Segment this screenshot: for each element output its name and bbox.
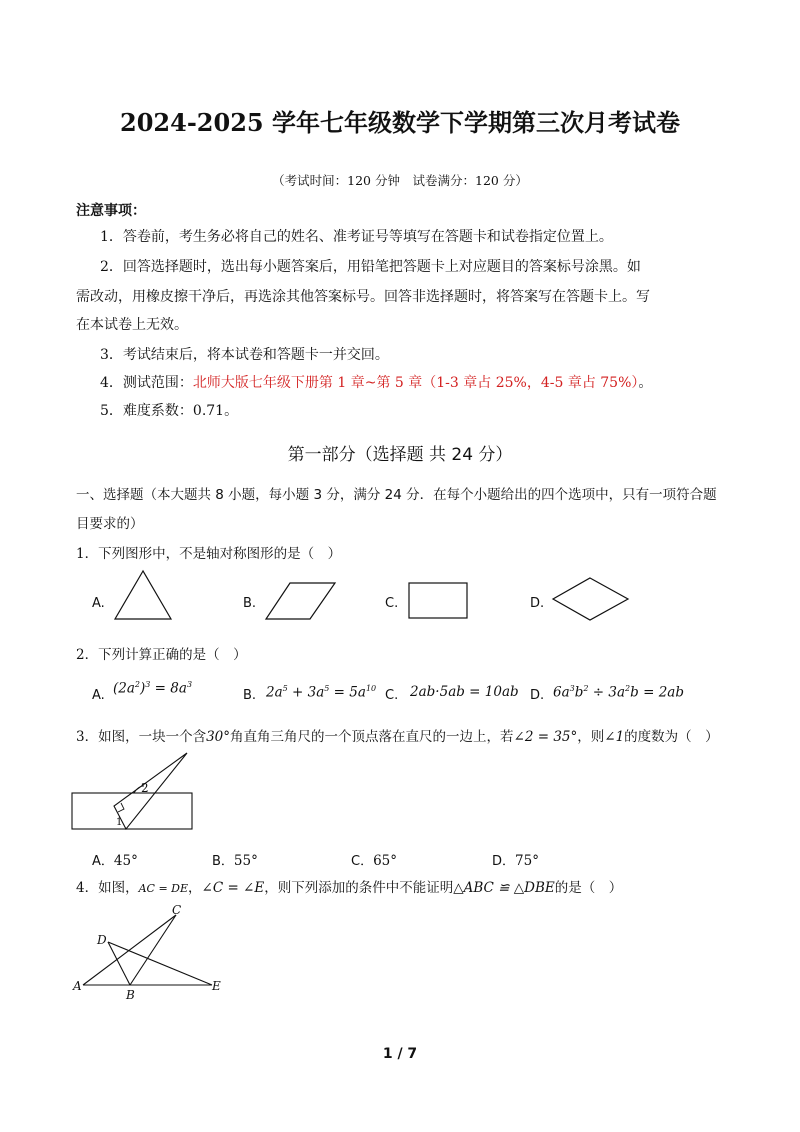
- q4-condition-2: ∠C = ∠E: [201, 880, 265, 896]
- notice-item-2-line-1: 2．回答选择题时，选出每小题答案后，用铅笔把答题卡上对应题目的答案标号涂黑。如: [100, 259, 641, 275]
- q3-stem-part-4: 的度数为（ ）: [624, 729, 719, 745]
- q3-option-b-value: 55°: [233, 853, 258, 869]
- q2-option-c-label: C.: [385, 688, 399, 703]
- q3-stem-part-2: 角直角三角尺的一个顶点落在直尺的一边上，若: [230, 729, 514, 745]
- q2-stem: 2．下列计算正确的是（ ）: [76, 647, 247, 663]
- q3-stem-part-1: 3．如图，一块一个含: [76, 729, 207, 745]
- q3-option-a-label: A．: [92, 854, 114, 869]
- part1-instruction-line-1: 一、选择题（本大题共 8 小题，每小题 3 分，满分 24 分．在每个小题给出的四个选项中，只有一项符合题: [76, 487, 717, 503]
- q2-option-b-label: B.: [243, 688, 257, 703]
- q4-segment-bc: [130, 915, 176, 985]
- q3-option-d-value: 75°: [515, 853, 539, 869]
- q3-target-angle: ∠1: [604, 729, 625, 745]
- q3-given-angle: ∠2 = 35°: [513, 729, 578, 745]
- q4-point-a: A: [73, 979, 82, 993]
- q4-separator: ，: [188, 880, 202, 896]
- page-number: 1 / 7: [382, 1046, 418, 1062]
- notice-item-4-prefix: 4．测试范围：: [100, 375, 193, 391]
- exam-title: 2024-2025 学年七年级数学下学期第三次月考试卷: [120, 108, 680, 137]
- notice-item-4-suffix: 。: [638, 375, 653, 391]
- q1-stem: 1．下列图形中，不是轴对称图形的是（ ）: [76, 546, 342, 562]
- q2-option-a-expr: $(2a^2)^3 = 8a^3$: [113, 680, 193, 697]
- notice-item-2-line-3: 在本试卷上无效。: [76, 317, 188, 333]
- q4-segment-de: [108, 942, 212, 985]
- notice-heading: 注意事项：: [76, 203, 146, 219]
- q4-point-b: B: [126, 988, 135, 1002]
- q4-stem-part-3: 的是（ ）: [554, 880, 623, 896]
- q3-angle-30: 30°: [206, 729, 231, 745]
- q4-point-d: D: [97, 933, 107, 947]
- part1-instruction-line-2: 目要求的）: [76, 516, 144, 532]
- exam-subtitle: （考试时间：120 分钟 试卷满分：120 分）: [272, 173, 528, 188]
- section-title: 第一部分（选择题 共 24 分）: [287, 445, 513, 465]
- q1-option-d-label: D.: [530, 596, 545, 611]
- q3-figure-label-1: 1: [116, 817, 123, 828]
- q3-option-c-value: 65°: [373, 853, 398, 869]
- q3-option-d-label: D．: [492, 854, 516, 869]
- q4-condition-1: AC = DE: [138, 882, 189, 895]
- q1-option-a-label: A.: [92, 596, 105, 611]
- q3-option-a-value: 45°: [113, 853, 138, 869]
- q3-stem-part-3: ，则: [577, 729, 605, 745]
- notice-item-5: 5．难度系数：0.71。: [100, 403, 239, 419]
- notice-item-2-line-2: 需改动，用橡皮擦干净后，再选涂其他答案标号。回答非选择题时，将答案写在答题卡上。写: [76, 289, 650, 305]
- q1-option-b-label: B.: [243, 596, 257, 611]
- q2-option-a-label: A.: [92, 688, 105, 703]
- q4-segment-ac: [83, 915, 176, 985]
- notice-item-1: 1．答卷前，考生务必将自己的姓名、准考证号等填写在答题卡和试卷指定位置上。: [100, 229, 613, 245]
- q2-option-d-expr: $6a^3b^2 \div 3a^2b = 2ab$: [553, 684, 684, 701]
- q2-option-b-expr: $2a^5 + 3a^5 = 5a^{10}$: [266, 684, 377, 701]
- q3-figure-label-2: 2: [141, 781, 149, 795]
- q1-option-c-label: C.: [385, 596, 399, 611]
- q4-congruence: △ABC ≌ △DBE: [453, 880, 555, 896]
- q4-stem-part-2: ，则下列添加的条件中不能证明: [264, 880, 454, 896]
- q4-point-e: E: [212, 979, 221, 993]
- q2-option-d-label: D.: [530, 688, 545, 703]
- notice-item-3: 3．考试结束后，将本试卷和答题卡一并交回。: [100, 347, 389, 363]
- test-range: 北师大版七年级下册第 1 章~第 5 章（1-3 章占 25%，4-5 章占 75%）: [192, 375, 639, 391]
- q2-option-c-expr: 2ab·5ab = 10ab: [410, 684, 519, 700]
- q4-point-c: C: [172, 903, 182, 917]
- q4-stem-part-1: 4．如图，: [76, 880, 139, 896]
- q3-option-c-label: C．: [351, 854, 374, 869]
- q3-option-b-label: B．: [212, 854, 234, 869]
